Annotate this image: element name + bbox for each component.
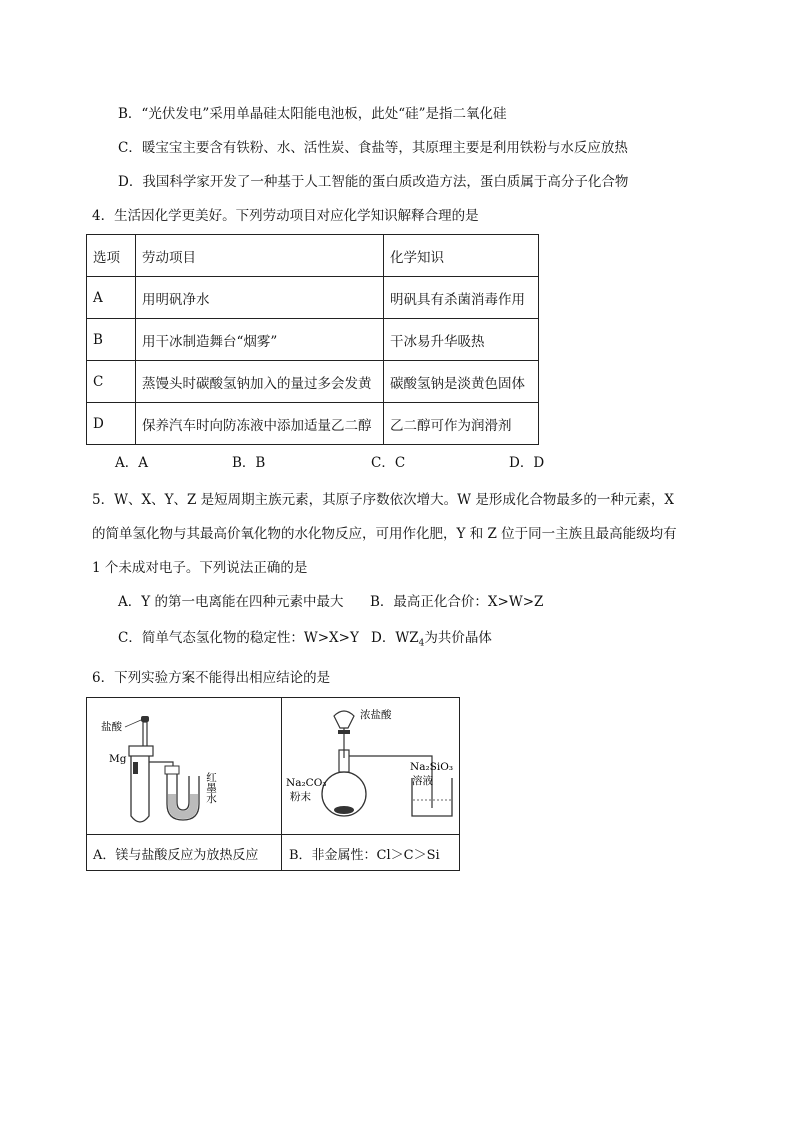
red-ink	[168, 794, 198, 819]
table-cell: 用干冰制造舞台“烟雾”	[136, 319, 384, 361]
table-header-row	[87, 235, 539, 277]
table-cell: C	[87, 361, 136, 403]
q4-answer-d: D．D	[509, 455, 545, 471]
label-red-ink: 红墨水	[205, 772, 217, 804]
table-cell: 用明矾净水	[136, 277, 384, 319]
u-tube-stopper-left	[165, 766, 179, 774]
table-cell: B	[87, 319, 136, 361]
q5-option-c: C．简单气态氢化物的稳定性：W>X>Y	[118, 630, 359, 646]
figure-divider-horizontal	[87, 834, 459, 835]
q5-option-d-subscript: 4	[418, 638, 425, 649]
table-cell: 乙二醇可作为润滑剂	[384, 403, 539, 445]
q5-option-b: B．最高正化合价：X>W>Z	[370, 594, 544, 610]
table-cell: 明矾具有杀菌消毒作用	[384, 277, 539, 319]
mg-strip	[133, 762, 138, 774]
label-powder: 粉末	[290, 791, 311, 803]
label-na2co3: Na₂CO₃	[286, 777, 327, 789]
q5-stem-line2: 的简单氢化物与其最高价氧化物的水化物反应，可用作化肥，Y 和 Z 位于同一主族且最高能级均有	[92, 526, 677, 542]
label-hcl: 盐酸	[101, 721, 122, 733]
q5-option-a: A．Y 的第一电离能在四种元素中最大	[118, 594, 344, 610]
table-row	[87, 403, 539, 445]
q4-answer-a: A．A	[115, 455, 148, 471]
q5-option-d-prefix: D．WZ	[371, 630, 419, 646]
figure-b-caption: B．非金属性：Cl＞C＞Si	[289, 848, 440, 863]
q6-stem: 6．下列实验方案不能得出相应结论的是	[92, 670, 331, 686]
q5-option-d	[371, 628, 492, 654]
label-solution: 溶液	[412, 775, 433, 787]
q6-figure-table	[86, 697, 460, 871]
q3-option-d: D．我国科学家开发了一种基于人工智能的蛋白质改造方法，蛋白质属于高分子化合物	[118, 174, 629, 190]
q4-answer-b: B．B	[232, 455, 266, 471]
table-row	[87, 319, 539, 361]
table-cell: 碳酸氢钠是淡黄色固体	[384, 361, 539, 403]
q5-option-d-suffix: 为共价晶体	[424, 630, 492, 646]
label-conc-hcl: 浓盐酸	[360, 709, 392, 721]
dropper-bulb	[141, 716, 149, 722]
figure-b-apparatus	[282, 698, 462, 834]
q4-table	[86, 234, 539, 445]
dropper-tube	[143, 722, 147, 748]
u-tube-inner	[177, 774, 189, 810]
q3-option-b: B．“光伏发电”采用单晶硅太阳能电池板，此处“硅”是指二氧化硅	[118, 106, 507, 122]
table-cell: D	[87, 403, 136, 445]
table-cell: A	[87, 277, 136, 319]
table-cell: 干冰易升华吸热	[384, 319, 539, 361]
q4-stem: 4．生活因化学更美好。下列劳动项目对应化学知识解释合理的是	[92, 208, 479, 224]
label-hcl-leader	[125, 720, 141, 727]
label-na2sio3: Na₂SiO₃	[410, 761, 454, 773]
stopper	[129, 746, 153, 756]
table-header-cell: 化学知识	[384, 235, 539, 277]
label-mg: Mg	[109, 753, 127, 765]
figure-a-caption: A．镁与盐酸反应为放热反应	[93, 848, 259, 863]
table-row	[87, 361, 539, 403]
q5-stem-line1: 5．W、X、Y、Z 是短周期主族元素，其原子序数依次增大。W 是形成化合物最多的一种元素，X	[92, 492, 674, 508]
table-row	[87, 277, 539, 319]
na2co3-powder	[334, 806, 354, 814]
q3-option-c: C．暖宝宝主要含有铁粉、水、活性炭、食盐等，其原理主要是利用铁粉与水反应放热	[118, 140, 628, 156]
table-cell: 蒸馒头时碳酸氢钠加入的量过多会发黄	[136, 361, 384, 403]
table-header-cell: 劳动项目	[136, 235, 384, 277]
table-cell: 保养汽车时向防冻液中添加适量乙二醇	[136, 403, 384, 445]
q5-stem-line3: 1 个未成对电子。下列说法正确的是	[92, 560, 308, 576]
figure-a-apparatus	[87, 698, 281, 834]
q4-answer-c: C．C	[371, 455, 406, 471]
table-header-cell: 选项	[87, 235, 136, 277]
stopcock	[338, 730, 350, 734]
separatory-funnel	[334, 711, 354, 728]
